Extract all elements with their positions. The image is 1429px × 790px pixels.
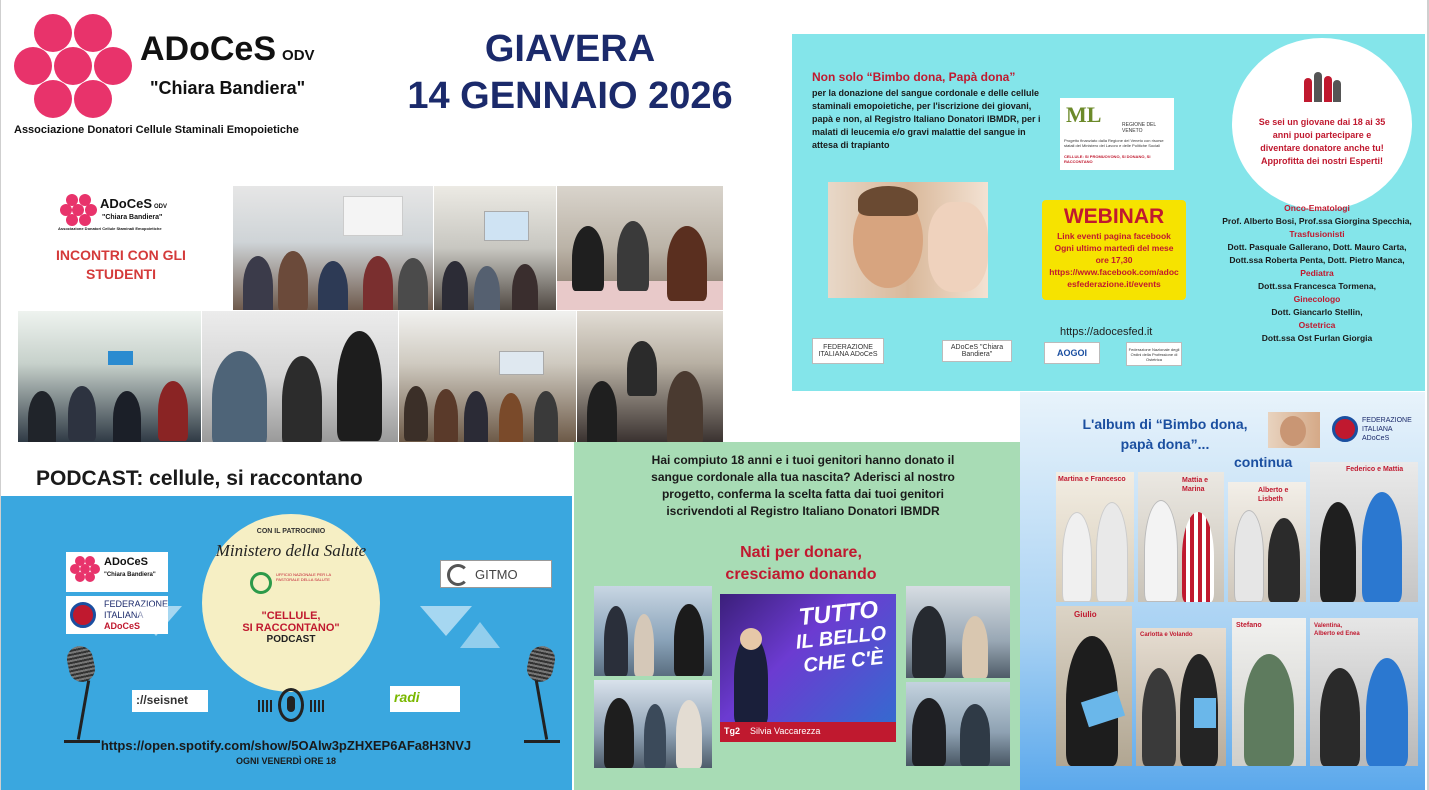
album-title (1050, 414, 1280, 454)
tv-title-line2: IL BELLO (794, 622, 888, 654)
event-title (380, 26, 760, 120)
event-location: GIAVERA (484, 28, 656, 70)
webinar-title: WEBINAR (1063, 205, 1165, 228)
young-donor-circle (1232, 38, 1412, 210)
triangle-decoration (130, 606, 182, 636)
expert-names: Dott. Giancarlo Stellin, (1271, 307, 1363, 317)
event-date: 14 GENNAIO 2026 (407, 75, 733, 117)
classroom-photo (577, 311, 723, 442)
flower-icon (14, 14, 138, 118)
students-heading-line1: INCONTRI CON GLI (56, 247, 186, 263)
adoces-small-logo: ADoCeS "Chiara Bandiera" (942, 340, 1012, 362)
gitmo-logo (440, 560, 552, 588)
donation-headline: Non solo “Bimbo dona, Papà dona” (812, 70, 1016, 84)
tv-show-title (783, 596, 896, 679)
tv-interview-photo (594, 680, 712, 768)
album-photo (1056, 606, 1132, 766)
region-logo-caption: Progetto finanziato dalla Regione del Veneto con risorse statali del Ministero del Lavoro e delle Politiche Sociali (1064, 138, 1164, 148)
federazione-line1: FEDERAZIONE (104, 599, 169, 609)
students-heading-line2: STUDENTI (86, 266, 156, 282)
gitmo-label: GITMO (475, 567, 518, 582)
classroom-photo (233, 186, 433, 310)
album-caption: Alberto e Lisbeth (1258, 487, 1289, 503)
album-logo-text: FEDERAZIONE ITALIANA ADoCeS (1362, 417, 1412, 442)
podcast-schedule: OGNI VENERDÌ ORE 18 (235, 756, 337, 766)
album-caption: Giulio (1074, 610, 1097, 619)
podcast-panel (0, 496, 572, 790)
donation-body: per la donazione del sangue cordonale e delle cellule staminali emopoietiche, per l'iscrizione dei giovani, papà e non, al Registro Italiano Donatori IBMDR, per i malati di leucemia e/o gravi malattie del sangue in attesa di trapianto (812, 88, 1041, 150)
expert-category: Trasfusionisti (1289, 229, 1345, 239)
classroom-photo (202, 311, 398, 442)
region-logo (1060, 98, 1174, 170)
org-name: ADoCeS (140, 30, 277, 68)
tv-interview-photo (906, 682, 1010, 766)
album-photo (1232, 618, 1306, 766)
students-logo (58, 192, 198, 232)
webinar-line2: Ogni ultimo martedì del mese (1054, 243, 1174, 253)
classroom-photo (399, 311, 576, 442)
podcast-icon (256, 686, 326, 726)
tv-caption-bar (720, 722, 896, 742)
young-donor-text: Se sei un giovane dai 18 ai 35 anni puoi partecipare e diventare donatore anche tu! Approfitta dei nostri Esperti! (1258, 117, 1386, 166)
ml-logo-icon: ML (1066, 102, 1102, 127)
classroom-photo (434, 186, 556, 310)
students-logo-full: Associazione Donatori Cellule Staminali Emopoietiche (58, 226, 162, 231)
album-photo (1056, 472, 1134, 602)
album-thumb-photo (1268, 412, 1320, 448)
radi-label: radi (394, 689, 420, 705)
students-heading (36, 246, 206, 284)
webinar-link[interactable]: https://www.facebook.com/adocesfederazione.it/events (1049, 267, 1179, 289)
podcast-circle (202, 514, 380, 692)
podcast-circle-title-2: SI RACCONTANO" (242, 622, 340, 634)
federazione-logo: FEDERAZIONE ITALIANA ADoCeS (812, 338, 884, 364)
divider (0, 0, 1, 790)
podcast-circle-title-1: "CELLULE, (261, 610, 321, 622)
album-title-line2: papà dona”... (1120, 436, 1210, 452)
region-logo-label: REGIONE DEL VENETO (1122, 122, 1156, 134)
podcast-heading: PODCAST: cellule, si raccontano (36, 467, 363, 490)
podcast-adoces-sub: "Chiara Bandiera" (104, 572, 156, 578)
office-logo-icon (250, 572, 272, 594)
adoces-logo (10, 10, 360, 145)
album-title-line1: L'album di “Bimbo dona, (1082, 416, 1248, 432)
webinar-line1: Link eventi pagina facebook (1057, 231, 1171, 241)
webinar-line3: ore 17,30 (1095, 255, 1133, 265)
album-photo (1228, 482, 1306, 602)
flower-icon (70, 556, 100, 582)
federazione-icon (70, 602, 96, 628)
flower-icon (60, 194, 98, 226)
expert-category: Ginecologo (1293, 294, 1341, 304)
album-photo (1136, 628, 1226, 766)
students-logo-suffix: ODV (154, 204, 168, 210)
org-suffix: ODV (282, 47, 315, 64)
expert-names: Dott. Pasquale Gallerano, Dott. Mauro Carta, Dott.ssa Roberta Penta, Dott. Pietro Manca, (1227, 242, 1407, 265)
podcast-adoces-name: ADoCeS (104, 556, 149, 568)
album-caption: Martina e Francesco (1058, 476, 1126, 483)
experts-list (1222, 202, 1412, 345)
album-photo (1310, 462, 1418, 602)
nati-slogan-line1: Nati per donare, (740, 544, 862, 561)
students-logo-name: ADoCeS (100, 196, 153, 211)
patronage-text: CON IL PATROCINIO (256, 528, 326, 535)
album-continua: continua (1234, 454, 1293, 470)
students-logo-subtitle: "Chiara Bandiera" (102, 214, 163, 221)
album-panel (1020, 392, 1425, 790)
webinar-box (1042, 200, 1186, 300)
tv-title-line3: CHE C'È (802, 646, 885, 678)
album-caption: Carlotta e Volando (1140, 632, 1193, 638)
classroom-photo (557, 186, 723, 310)
region-logo-slogan: CELLULE: SI PROMUOVONO, SI DONANO, SI RACCONTANO (1064, 154, 1151, 164)
tv-caption: Silvia Vaccarezza (750, 726, 821, 736)
federazione-icon (1332, 416, 1358, 442)
org-full-name: Associazione Donatori Cellule Staminali Emopoietiche (14, 124, 299, 136)
album-caption: Valentina, Alberto ed Enea (1314, 623, 1360, 637)
album-caption: Mattia e Marina (1182, 477, 1209, 493)
album-caption: Federico e Mattia (1346, 466, 1404, 473)
gitmo-icon (447, 564, 469, 586)
ostetriche-logo: Federazione Nazionale degli Ordini della Professione di Ostetrica (1126, 342, 1182, 366)
radi-logo (390, 686, 460, 712)
aogoi-logo: AOGOI (1044, 342, 1100, 364)
father-baby-photo (828, 182, 988, 298)
spotify-link[interactable]: https://open.spotify.com/show/5OAlw3pZHXEP6AFa8H3NVJ (100, 738, 472, 753)
nati-question: Hai compiuto 18 anni e i tuoi genitori hanno donato il sangue cordonale alla tua nascita? Aderisci al nostro progetto, conferma la scelta fatta dai tuoi genitori iscrivendoti al Registro Italiano Donatori IBMDR (651, 453, 955, 518)
federazione-line2: ITALIANA (104, 610, 144, 620)
tv-interview-photo (906, 586, 1010, 678)
album-photo (1310, 618, 1418, 766)
expert-names: Prof. Alberto Bosi, Prof.ssa Giorgina Specchia, (1222, 216, 1412, 226)
ministry-office: UFFICIO NAZIONALE PER LA PASTORALE DELLA SALUTE (276, 572, 331, 582)
tv-channel: Tg2 (724, 726, 741, 736)
tv-interview-photo (594, 586, 712, 676)
nati-slogan-line2: cresciamo donando (725, 566, 877, 583)
seisnet-logo (132, 690, 208, 712)
expert-category: Ostetrica (1298, 320, 1336, 330)
nati-per-donare-panel (574, 442, 1028, 790)
seisnet-label: ://seisnet (136, 693, 189, 707)
album-photo (1138, 472, 1224, 602)
adoces-logo-card (66, 552, 168, 592)
album-federazione-logo (1332, 414, 1420, 446)
expert-category: Pediatra (1300, 268, 1334, 278)
expert-names: Dott.ssa Ost Furlan Giorgia (1261, 333, 1373, 343)
nati-slogan (574, 542, 1028, 586)
tv-show-photo (720, 594, 896, 742)
people-icon (1302, 70, 1342, 104)
website-link[interactable]: https://adocesfed.it (1060, 326, 1153, 338)
federazione-line3: ADoCeS (104, 621, 141, 631)
album-caption: Stefano (1236, 622, 1262, 629)
donation-info-panel (792, 34, 1425, 391)
podcast-circle-subtitle: PODCAST (266, 634, 316, 645)
triangle-decoration (460, 622, 500, 648)
ministry-name: Ministero della Salute (215, 541, 367, 560)
expert-names: Dott.ssa Francesca Tormena, (1258, 281, 1376, 291)
org-subtitle: "Chiara Bandiera" (150, 78, 306, 98)
expert-category: Onco-Ematologi (1284, 203, 1350, 213)
classroom-photo (18, 311, 201, 442)
tv-title-line1: TUTTO (797, 596, 880, 632)
